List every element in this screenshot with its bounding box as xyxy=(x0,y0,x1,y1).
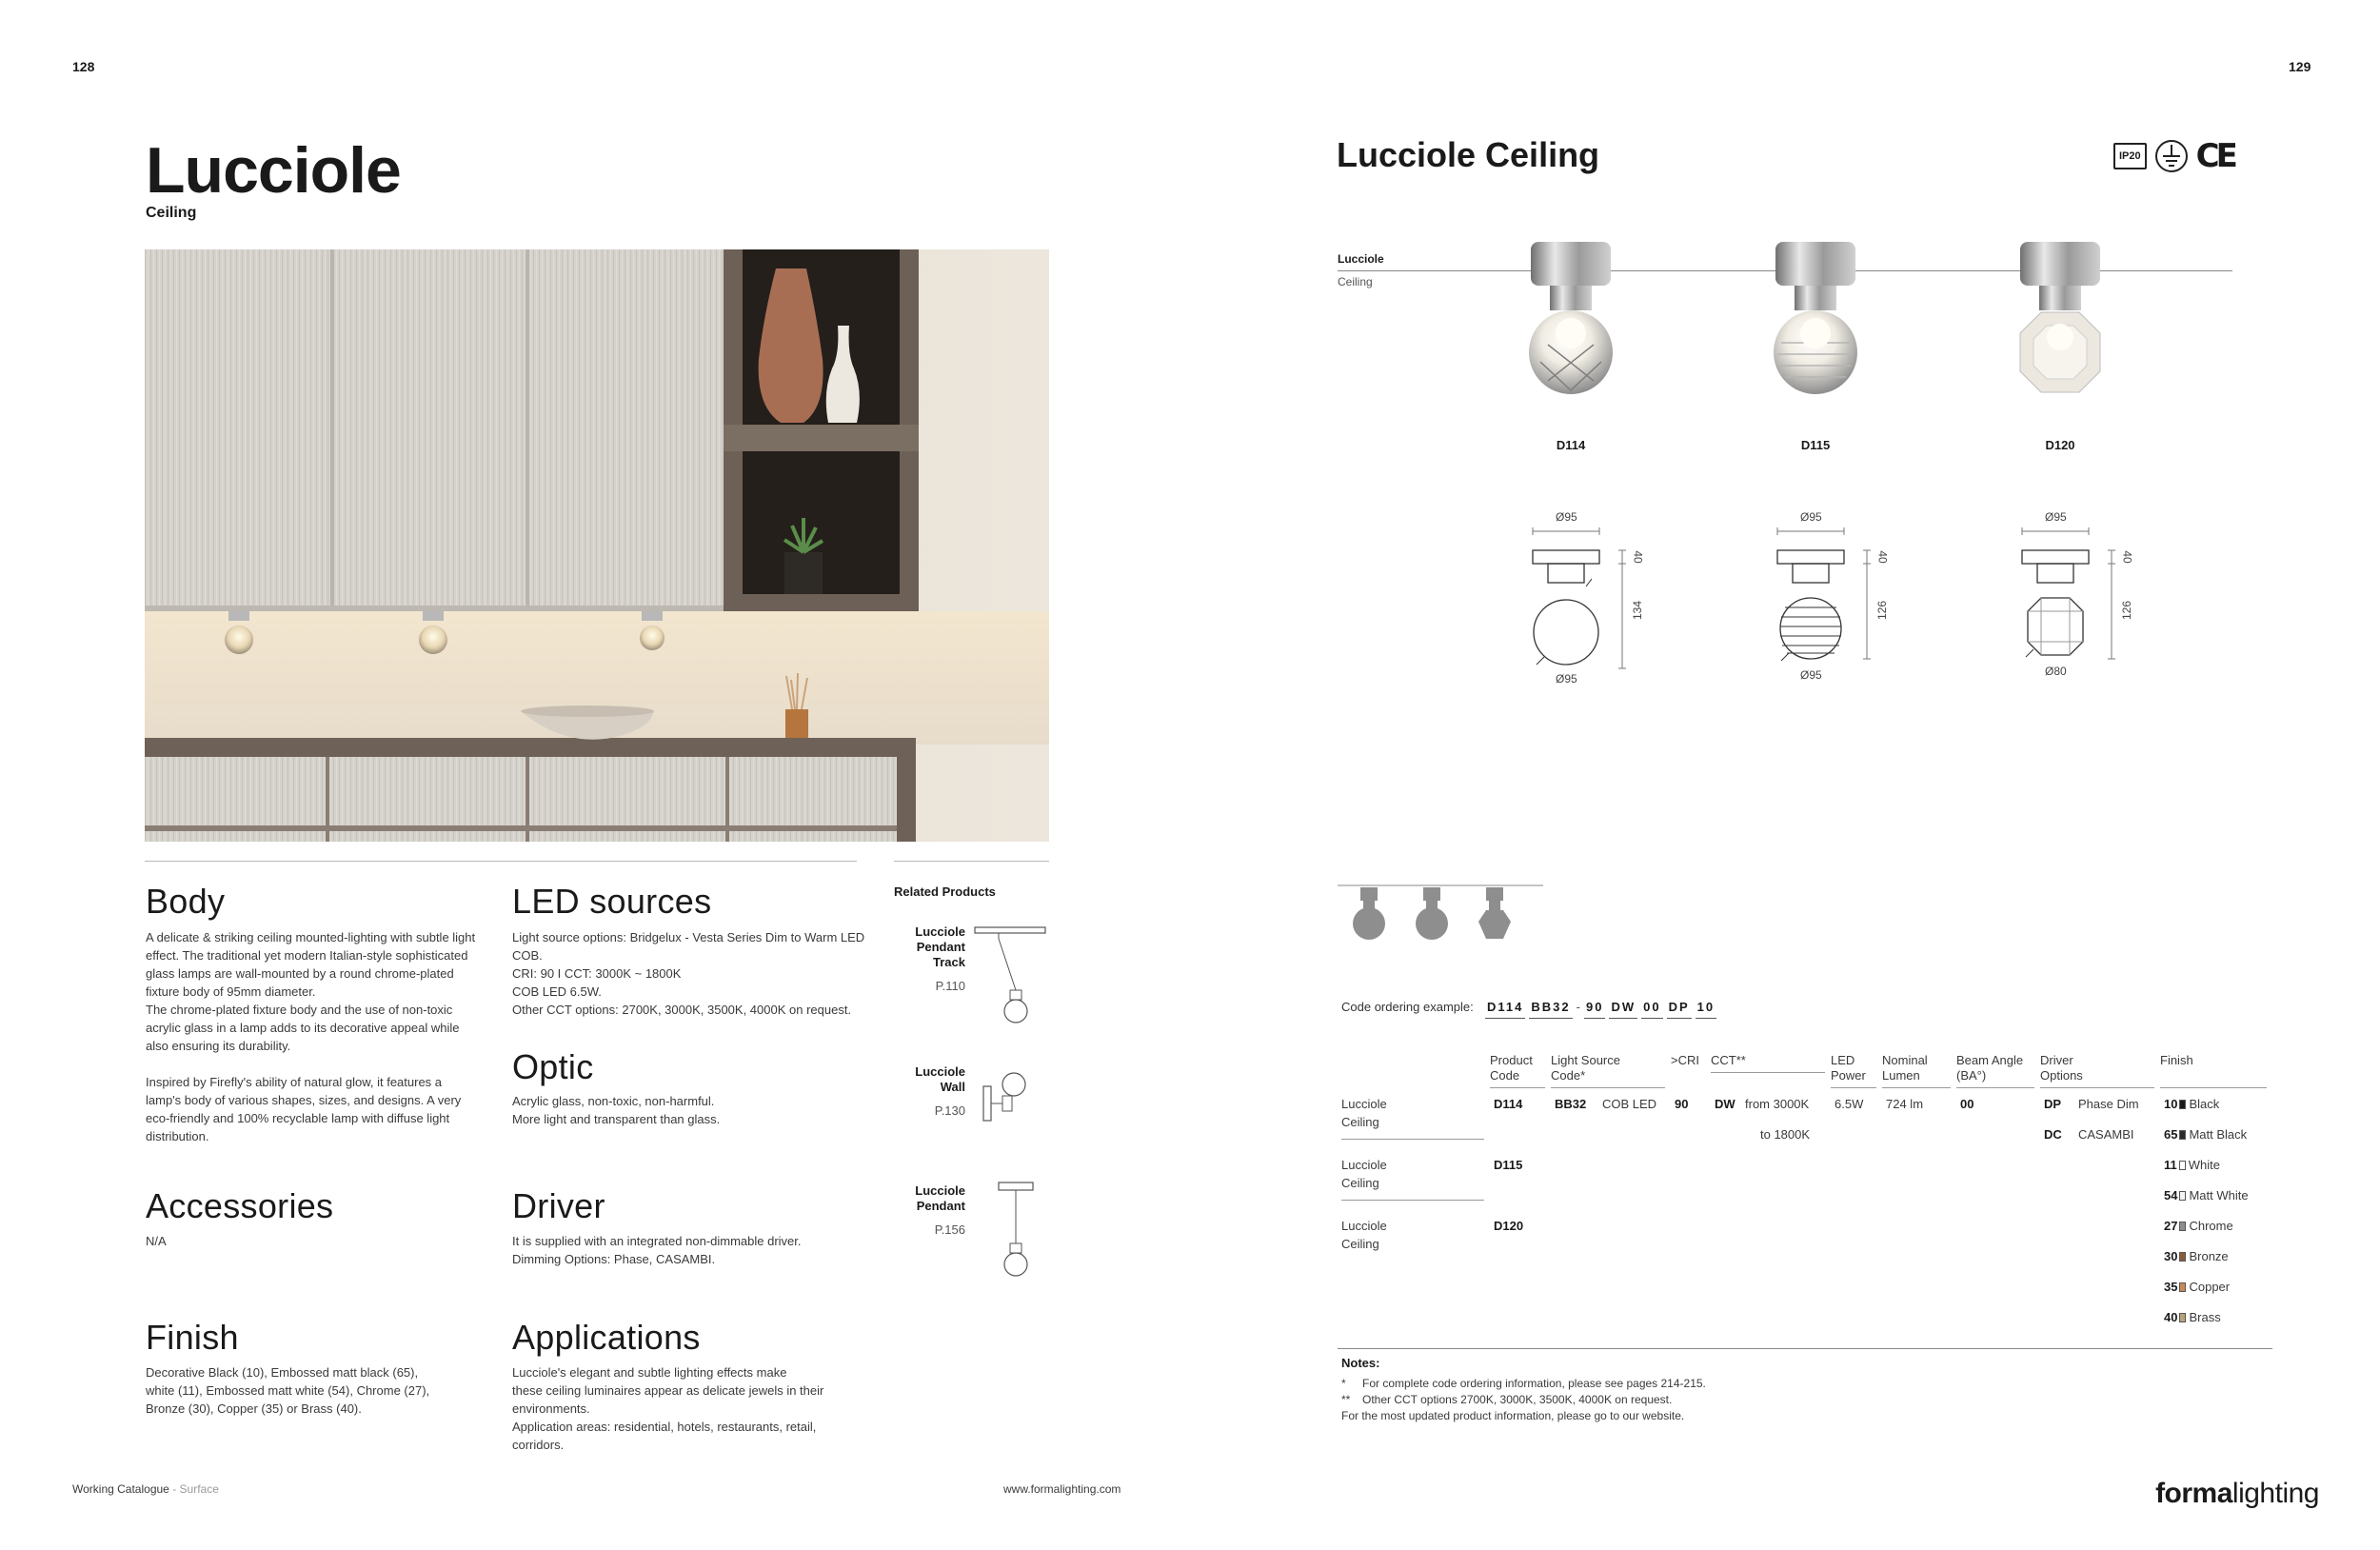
accessories-heading: Accessories xyxy=(146,1186,334,1225)
cct-code: DW xyxy=(1715,1097,1735,1111)
cct-range-from: from 3000K xyxy=(1745,1097,1810,1111)
row-name-d114: Lucciole Ceiling xyxy=(1341,1095,1484,1140)
related-product-name: Lucciole Pendant xyxy=(915,1183,965,1213)
order-group-cri: 90 xyxy=(1584,1000,1605,1019)
body-heading: Body xyxy=(146,882,226,921)
pendant-track-icon xyxy=(972,922,1048,1028)
finish-swatch-bronze xyxy=(2179,1252,2186,1262)
note-1: * For complete code ordering information, please see pages 214-215. xyxy=(1341,1377,1706,1390)
optic-text: Acrylic glass, non-toxic, non-harmful. More light and transparent than glass. xyxy=(512,1094,721,1126)
row-code-d115: D115 xyxy=(1494,1158,1523,1172)
total-height-label: 126 xyxy=(1875,600,1890,621)
driver-heading: Driver xyxy=(512,1186,605,1225)
finish-swatch-chrome xyxy=(2179,1222,2186,1231)
light-fixture-2 xyxy=(419,611,447,654)
product-render-d114 xyxy=(1514,238,1628,409)
header-cri: >CRI xyxy=(1671,1053,1699,1067)
light-source-code: BB32 xyxy=(1555,1097,1587,1111)
interior-scene-illustration xyxy=(145,249,1049,842)
total-height-label: 134 xyxy=(1631,600,1645,621)
tech-drawing-d115 xyxy=(1766,505,1899,695)
product-code-d120: D120 xyxy=(2045,438,2075,452)
related-products-heading: Related Products xyxy=(894,884,996,899)
finish-option: 54 Matt White xyxy=(2164,1188,2249,1202)
finish-text: Decorative Black (10), Embossed matt black (65), white (11), Embossed matt white (54), Chrome (27), Bronze (30), Copper (35) or Brass (40). xyxy=(146,1365,430,1416)
order-group-product: D114 xyxy=(1485,1000,1525,1019)
row-name-d120: Lucciole Ceiling xyxy=(1341,1219,1387,1251)
page-number-left: 128 xyxy=(72,59,95,74)
led-sources-text: Light source options: Bridgelux - Vesta Series Dim to Warm LED COB. CRI: 90 I CCT: 3000K ~ 1800K COB LED 6.5W. Other CCT options: 2700K, 3000K, 3500K, 4000K on request. xyxy=(512,930,865,1017)
driver-option-dp: DP xyxy=(2044,1097,2062,1111)
driver-option-dc-name: CASAMBI xyxy=(2078,1127,2134,1142)
related-product-name: Lucciole Wall xyxy=(915,1064,965,1094)
order-group-beam: 00 xyxy=(1641,1000,1662,1019)
finish-option: 10 Black xyxy=(2164,1097,2220,1111)
base-height-label: 40 xyxy=(1631,550,1645,564)
footer-category: Surface xyxy=(179,1482,219,1496)
ordering-example-label: Code ordering example: xyxy=(1341,1000,1474,1014)
light-fixture-1 xyxy=(225,611,253,654)
footer-catalogue xyxy=(72,1482,219,1496)
certification-badges xyxy=(2113,139,2234,173)
accessories-text: N/A xyxy=(146,1234,167,1248)
related-product-pendant-track[interactable] xyxy=(894,922,1056,1036)
header-product-code: Product Code xyxy=(1490,1053,1545,1088)
related-product-wall[interactable] xyxy=(894,1062,1056,1176)
order-group-finish: 10 xyxy=(1696,1000,1716,1019)
finish-option: 27 Chrome xyxy=(2164,1219,2233,1233)
top-diameter-label: Ø95 xyxy=(1800,510,1822,524)
header-led-power: LED Power xyxy=(1831,1053,1876,1088)
related-product-pendant[interactable] xyxy=(894,1181,1056,1295)
finish-heading: Finish xyxy=(146,1318,239,1357)
header-light-source: Light Source Code* xyxy=(1551,1053,1665,1088)
notes-heading: Notes: xyxy=(1341,1356,1380,1370)
related-product-name: Lucciole Pendant Track xyxy=(915,924,965,969)
base-height-label: 40 xyxy=(2120,550,2134,564)
order-separator: - xyxy=(1576,1000,1580,1014)
finish-swatch-brass xyxy=(2179,1313,2186,1322)
bottom-diameter-label: Ø80 xyxy=(2045,665,2067,678)
footer-website-link[interactable]: www.formalighting.com xyxy=(1003,1482,1121,1496)
product-line-name: Lucciole xyxy=(1338,252,1384,266)
driver-option-dp-name: Phase Dim xyxy=(2078,1097,2139,1111)
finish-option: 35 Copper xyxy=(2164,1280,2231,1294)
nominal-lumen-value: 724 lm xyxy=(1886,1097,1924,1111)
led-sources-heading: LED sources xyxy=(512,882,712,921)
product-photo xyxy=(145,249,1049,842)
beam-angle-value: 00 xyxy=(1960,1097,1974,1111)
wall-light-icon xyxy=(972,1062,1048,1138)
row-name-d115: Lucciole Ceiling xyxy=(1341,1156,1484,1201)
note-2: ** Other CCT options 2700K, 3000K, 3500K, 4000K on request. xyxy=(1341,1393,1673,1406)
top-diameter-label: Ø95 xyxy=(1556,510,1577,524)
finish-option: 30 Bronze xyxy=(2164,1249,2229,1263)
header-beam-angle: Beam Angle (BA°) xyxy=(1956,1053,2034,1088)
header-finish: Finish xyxy=(2160,1053,2267,1088)
product-code-d114: D114 xyxy=(1556,438,1586,452)
body-text: A delicate & striking ceiling mounted-lighting with subtle light effect. The traditional yet modern Italian-style sophisticated glass lamps are wall-mounted by a round chrome-plated fixture body of 95mm diameter. The chrome-plated fixture body and the use of non-toxic acrylic glass in a lamp adds to its decorative appeal while also ensuring its durability. Inspired by Firefly's ability of natural glow, it features a lamp's body of various shapes, sizes, and designs. A very eco-friendly and 100% recyclable lamp with diffuse light distribution. xyxy=(146,930,476,1143)
related-product-page: P.130 xyxy=(934,1103,965,1118)
tech-drawing-d120 xyxy=(2011,505,2144,695)
driver-option-dc: DC xyxy=(2044,1127,2062,1142)
product-title: Lucciole Ceiling xyxy=(1337,135,1600,174)
finish-swatch-black xyxy=(2179,1100,2186,1109)
section-divider-related xyxy=(894,861,1049,862)
applications-text: Lucciole's elegant and subtle lighting effects make these ceiling luminaires appear as delicate jewels in their environments. Application areas: residential, hotels, restaurants, retail, corridors. xyxy=(512,1365,824,1452)
related-product-page: P.110 xyxy=(935,979,965,993)
brand-logo: formalighting xyxy=(2155,1478,2319,1509)
ce-mark: CE xyxy=(2195,137,2234,175)
driver-text: It is supplied with an integrated non-dimmable driver. Dimming Options: Phase, CASAMBI. xyxy=(512,1234,802,1266)
light-source-desc: COB LED xyxy=(1602,1097,1657,1111)
finish-option: 40 Brass xyxy=(2164,1310,2221,1324)
header-cct: CCT** xyxy=(1711,1053,1825,1073)
pendant-icon xyxy=(972,1181,1048,1287)
row-code-d114: D114 xyxy=(1494,1097,1523,1111)
bottom-diameter-label: Ø95 xyxy=(1556,672,1577,686)
note-3: For the most updated product information, please go to our website. xyxy=(1341,1409,1685,1422)
finish-swatch-matt-white xyxy=(2179,1191,2186,1201)
product-line-type: Ceiling xyxy=(1338,275,1373,288)
finish-swatch-white xyxy=(2179,1161,2186,1170)
spec-table xyxy=(1338,1053,2271,1339)
row-code-d120: D120 xyxy=(1494,1219,1524,1233)
related-product-page: P.156 xyxy=(934,1222,965,1237)
base-height-label: 40 xyxy=(1875,550,1890,564)
bottom-diameter-label: Ø95 xyxy=(1800,668,1822,682)
finish-option: 65 Matt Black xyxy=(2164,1127,2248,1142)
notes-divider xyxy=(1338,1348,2272,1349)
footer-catalogue-name: Working Catalogue xyxy=(72,1482,169,1496)
optic-heading: Optic xyxy=(512,1047,594,1086)
product-render-d115 xyxy=(1758,238,1873,409)
ordering-example-code xyxy=(1485,1000,1716,1019)
product-silhouettes-icon xyxy=(1338,884,1543,944)
section-divider-left xyxy=(145,861,857,862)
header-nominal-lumen: Nominal Lumen xyxy=(1882,1053,1951,1088)
total-height-label: 126 xyxy=(2120,600,2134,621)
led-power-value: 6.5W xyxy=(1835,1097,1864,1111)
top-diameter-label: Ø95 xyxy=(2045,510,2067,524)
tech-drawing-d114 xyxy=(1521,505,1655,695)
finish-swatch-matt-black xyxy=(2179,1130,2186,1140)
earth-class-i-icon xyxy=(2154,139,2189,173)
header-driver-options: Driver Options xyxy=(2040,1053,2154,1088)
ip20-badge: IP20 xyxy=(2113,143,2147,169)
applications-heading: Applications xyxy=(512,1318,701,1357)
page-number-right: 129 xyxy=(2289,59,2311,74)
order-group-cct: DW xyxy=(1609,1000,1637,1019)
cct-range-to: to 1800K xyxy=(1760,1127,1811,1142)
page-subtitle: Ceiling xyxy=(146,205,197,221)
order-group-light-source: BB32 xyxy=(1529,1000,1572,1019)
order-group-driver: DP xyxy=(1667,1000,1692,1019)
product-render-d120 xyxy=(2003,238,2117,409)
page-title: Lucciole xyxy=(146,134,401,207)
finish-option: 11 White xyxy=(2164,1158,2220,1172)
cri-value: 90 xyxy=(1675,1097,1689,1111)
finish-swatch-copper xyxy=(2179,1282,2186,1292)
footer-separator: - xyxy=(169,1482,180,1496)
light-fixture-3 xyxy=(640,611,664,650)
product-code-d115: D115 xyxy=(1800,438,1831,452)
